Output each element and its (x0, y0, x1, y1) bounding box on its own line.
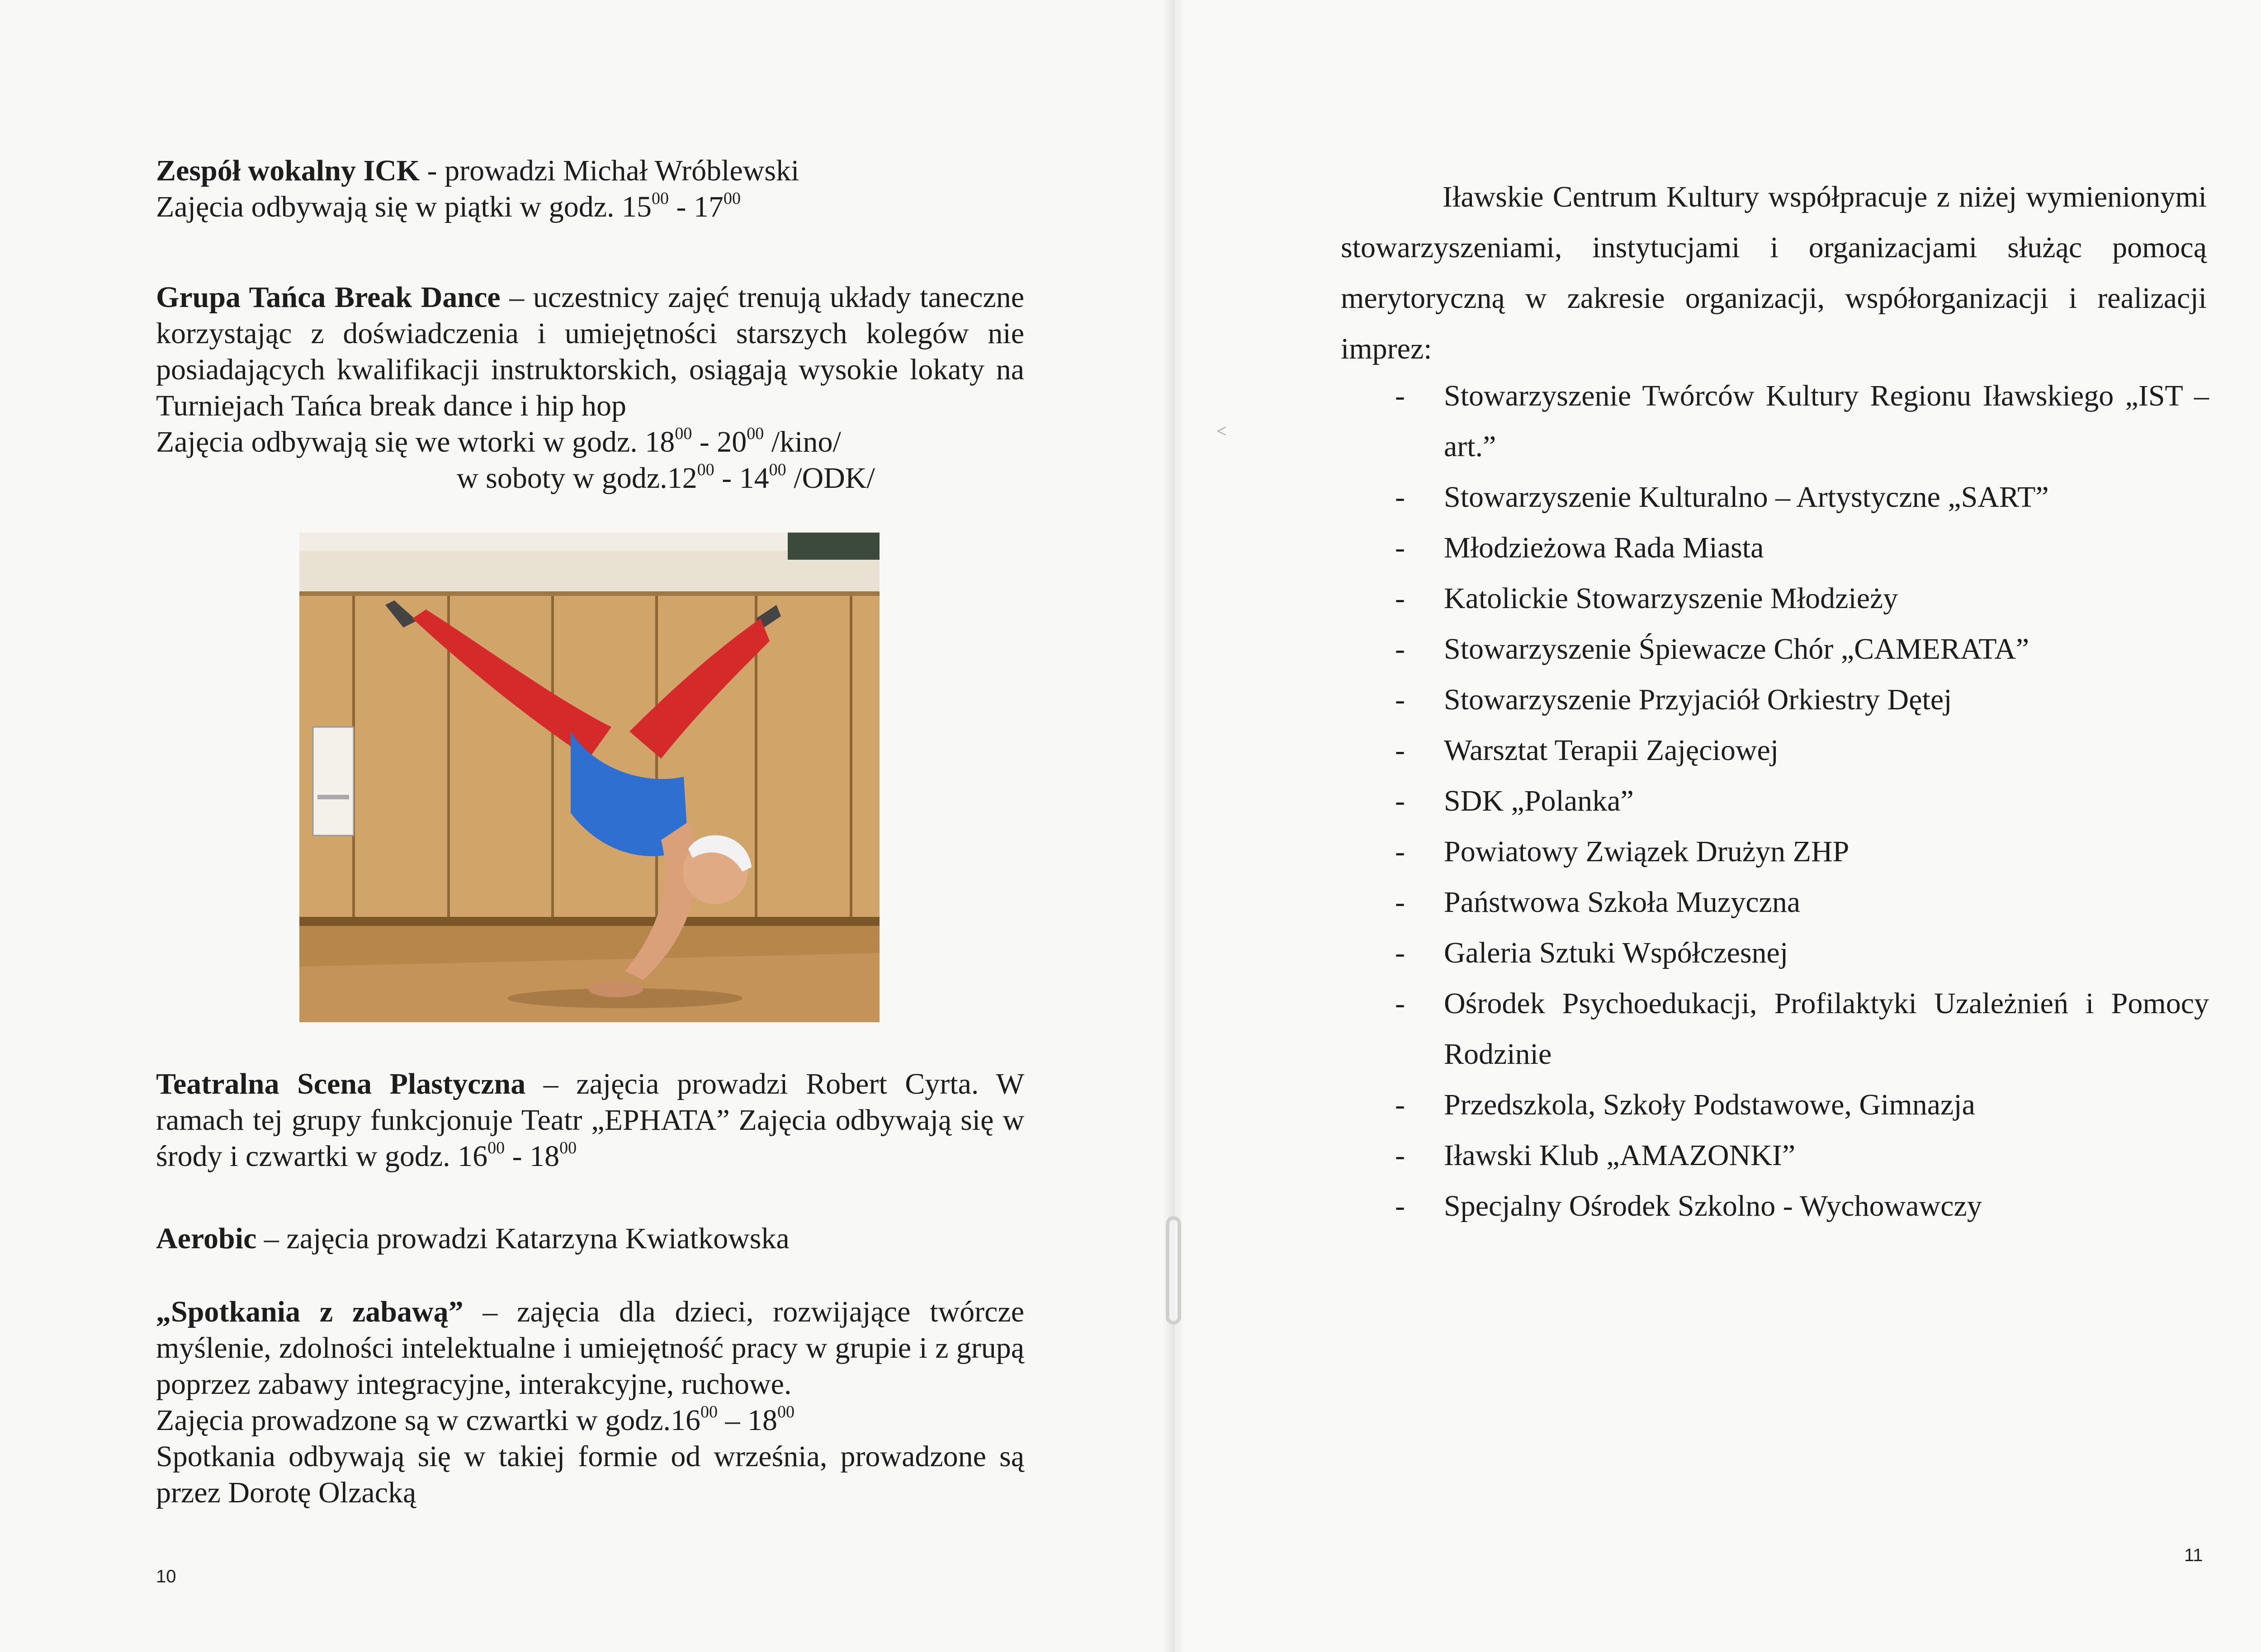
section-text: – uczestnicy zajęć trenują układy taneczne korzystając z doświadczenia i umiejętności starszych kolegów nie posiadających kwalifikacji instruktorskich, osiągają wysokie lokaty na Turniejach Tańca break dance i hip hop (156, 281, 1024, 422)
time-sep: - 17 (669, 190, 724, 223)
section-title: Aerobic (156, 1222, 257, 1255)
org-name: Stowarzyszenie Kulturalno – Artystyczne „SART” (1444, 481, 2049, 514)
closing-text: Spotkania odbywają się w takiej formie od września, prowadzone są przez Dorotę Olzacką (156, 1440, 1024, 1509)
section-text: – zajęcia prowadzi Robert Cyrta. W ramach tej grupy funkcjonuje Teatr „EPHATA” Zajęcia odbywają się w środy i czwartki w godz. 16 (156, 1067, 1024, 1173)
list-dash: - (1395, 379, 1405, 412)
time-sup: 00 (723, 189, 741, 208)
list-dash: - (1395, 632, 1405, 666)
list-dash: - (1395, 1139, 1405, 1172)
list-dash: - (1395, 1189, 1405, 1222)
list-item (1395, 675, 2209, 725)
list-item (1395, 624, 2209, 675)
list-item (1395, 928, 2209, 978)
org-name: Warsztat Terapii Zajęciowej (1444, 734, 1779, 767)
org-name: Stowarzyszenie Przyjaciół Orkiestry Dętej (1444, 683, 1952, 716)
location: /ODK/ (786, 462, 875, 495)
list-dash: - (1395, 582, 1405, 615)
list-item (1395, 776, 2209, 826)
section-title: Zespół wokalny ICK (156, 154, 420, 187)
list-dash: - (1395, 936, 1405, 969)
time-sup: 00 (675, 424, 692, 443)
location: /kino/ (764, 425, 841, 458)
time-sep: - 20 (692, 425, 747, 458)
list-item (1395, 1080, 2209, 1130)
section-text: – zajęcia prowadzi Katarzyna Kwiatkowska (256, 1222, 790, 1255)
section-title: Grupa Tańca Break Dance (156, 281, 501, 314)
list-item (1395, 1130, 2209, 1181)
time-sup: 00 (559, 1138, 577, 1157)
org-name: Stowarzyszenie Śpiewacze Chór „CAMERATA” (1444, 632, 2029, 666)
org-name: Ośrodek Psychoedukacji, Profilaktyki Uzależnień i Pomocy Rodzinie (1444, 987, 2209, 1071)
list-item (1395, 371, 2209, 472)
list-dash: - (1395, 531, 1405, 564)
org-name: Galeria Sztuki Współczesnej (1444, 936, 1788, 969)
section-title: Teatralna Scena Plastyczna (156, 1067, 526, 1100)
time-sup: 00 (652, 189, 669, 208)
list-item (1395, 877, 2209, 928)
break-dance-section (156, 279, 1024, 496)
schedule-text: Zajęcia odbywają się w piątki w godz. 15 (156, 190, 652, 223)
time-sep: - 14 (714, 462, 769, 495)
list-item (1395, 978, 2209, 1080)
list-dash: - (1395, 683, 1405, 716)
binding-staple (1166, 1216, 1181, 1325)
list-item (1395, 1181, 2209, 1232)
org-name: Młodzieżowa Rada Miasta (1444, 531, 1764, 564)
section-text: - prowadzi Michał Wróblewski (420, 154, 799, 187)
list-dash: - (1395, 481, 1405, 514)
page-number-left: 10 (156, 1567, 176, 1586)
time-sup: 00 (747, 424, 764, 443)
list-dash: - (1395, 734, 1405, 767)
list-dash: - (1395, 987, 1405, 1020)
book-spine (1162, 0, 1185, 1652)
break-dance-photo (299, 533, 880, 1022)
list-dash: - (1395, 784, 1405, 817)
org-name: Specjalny Ośrodek Szkolno - Wychowawczy (1444, 1189, 1982, 1222)
org-name: Iławski Klub „AMAZONKI” (1444, 1139, 1796, 1172)
schedule-text: Zajęcia odbywają się we wtorki w godz. 18 (156, 425, 675, 458)
org-name: Przedszkola, Szkoły Podstawowe, Gimnazja (1444, 1088, 1975, 1121)
section-text: – zajęcia dla dzieci, rozwijające twórcze myślenie, zdolności intelektualne i umiejętność pracy w grupie i z grupą poprzez zabawy integracyjne, interakcyjne, ruchowe. (156, 1295, 1024, 1401)
dancer-illustration (299, 533, 880, 1022)
org-name: Państwowa Szkoła Muzyczna (1444, 886, 1801, 919)
list-item (1395, 573, 2209, 624)
list-dash: - (1395, 1088, 1405, 1121)
org-name: SDK „Polanka” (1444, 784, 1634, 817)
vocal-group-section (156, 153, 1024, 225)
time-sep: - 18 (505, 1140, 560, 1173)
list-item (1395, 523, 2209, 573)
time-sup: 00 (777, 1402, 795, 1421)
schedule-text: Zajęcia prowadzone są w czwartki w godz.16 (156, 1404, 700, 1437)
list-dash: - (1395, 835, 1405, 868)
list-item (1395, 472, 2209, 523)
org-name: Stowarzyszenie Twórców Kultury Regionu Iławskiego „IST – art.” (1444, 379, 2209, 463)
list-item (1395, 826, 2209, 877)
schedule-text: w soboty w godz.12 (457, 462, 697, 495)
page-number-right: 11 (2184, 1545, 2203, 1565)
list-item (1395, 725, 2209, 776)
organization-list (1395, 371, 2209, 1232)
cooperation-intro (1341, 172, 2207, 374)
aerobic-section (156, 1221, 1024, 1257)
section-title: „Spotkania z zabawą” (156, 1295, 464, 1328)
time-sup: 00 (697, 460, 714, 479)
list-dash: - (1395, 886, 1405, 919)
org-name: Katolickie Stowarzyszenie Młodzieży (1444, 582, 1898, 615)
time-sup: 00 (700, 1402, 718, 1421)
time-sup: 00 (487, 1138, 505, 1157)
org-name: Powiatowy Związek Drużyn ZHP (1444, 835, 1849, 868)
theatre-section (156, 1066, 1024, 1175)
time-sup: 00 (769, 460, 786, 479)
intro-text: Iławskie Centrum Kultury współpracuje z niżej wymienionymi stowarzyszeniami, instytucjami i organizacjami służąc pomocą merytoryczną w zakresie organizacji, współorganizacji i realizacji imprez: (1341, 180, 2207, 365)
time-sep: – 18 (717, 1404, 777, 1437)
playtime-section (156, 1294, 1024, 1511)
scan-mark: ˂ (1216, 421, 1227, 441)
